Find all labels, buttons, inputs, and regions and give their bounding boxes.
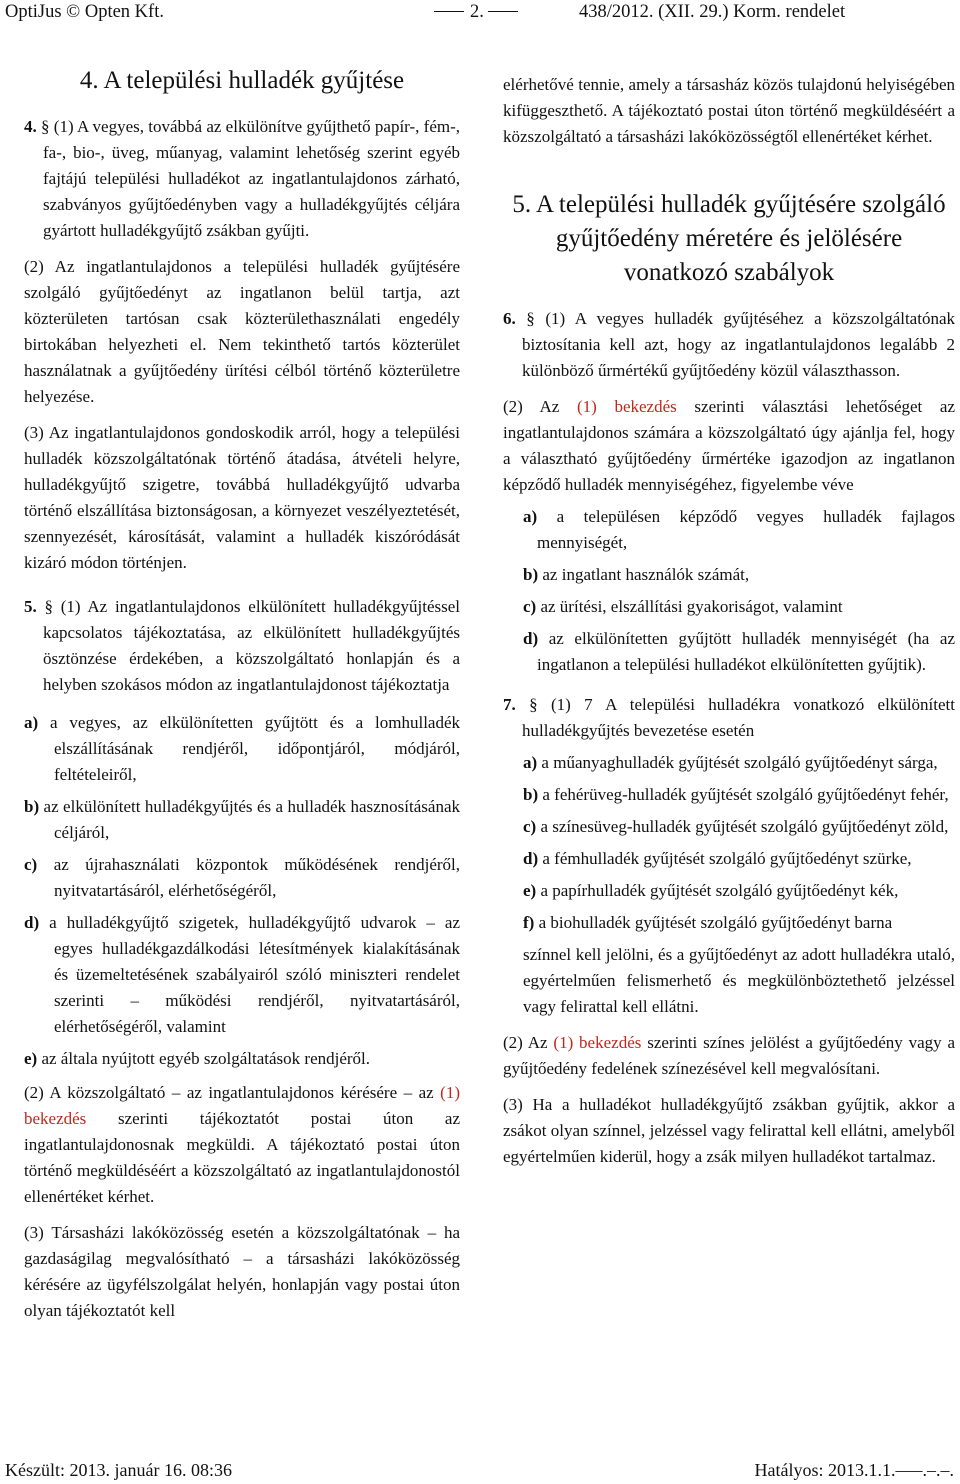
list-item [523,504,955,556]
s6-paragraph-2: (2) Az (1) bekezdés szerinti választási lehetőséget az ingatlantulajdonos számára a közszolgáltató úgy ajánlja fel, hogy a választható gyűjtőedény űrmértéke igazodjon az ingatlanon képződő hulladék mennyiségéhez, figyelembe véve [503,397,955,494]
list-item [523,626,955,678]
s5-paragraph-1: 5. § (1) Az ingatlantulajdonos elkülönített hulladékgyűjtéssel kapcsolatos tájékoztatása, az elkülönített hulladékgyűjtés ösztönzése érdekében, a közszolgáltató honlapján és a helyben szokásos módon az ingatlantulajdonost tájékoztatja [24,597,461,694]
list-item-text: az ingatlant használók számát, [542,565,750,584]
list-item-label: f) [523,913,535,932]
s7-paragraph-3: (3) Ha a hulladékot hulladékgyűjtő zsákban gyűjtik, akkor a zsákot olyan színnel, jelzéssel vagy felirattal kell ellátni, amelyből egyértelműen kiderül, hogy a zsák milyen hulladékot tartalmaz. [503,1095,955,1166]
s6-list [503,504,955,678]
list-item-label: e) [523,881,537,900]
list-item-label: a) [523,753,538,772]
s7-paragraph-1: 7. § (1) 7 A települési hulladékra vonatkozó elkülönített hulladékgyűjtés bevezetése esetén [503,695,955,740]
list-item [523,910,955,936]
list-item-label: d) [24,913,40,932]
list-item-text: az ürítési, elszállítási gyakoriságot, valamint [540,597,843,616]
list-item [523,594,955,620]
list-item-label: b) [523,565,539,584]
list-item-label: e) [24,1049,38,1068]
list-item-label: c) [523,597,537,616]
list-item-text: a fémhulladék gyűjtését szolgáló gyűjtőedényt szürke, [542,849,912,868]
list-item-label: c) [24,855,38,874]
list-item-label: b) [24,797,40,816]
list-item [24,910,460,1040]
list-item [24,1046,460,1072]
dash-left [434,11,464,12]
list-item-text: az elkülönítetten gyűjtött hulladék mennyiségét (ha az ingatlanon a települési hulladékot elkülönítetten gyűjtik). [537,629,955,674]
list-item-text: a településen képződő vegyes hulladék fajlagos mennyiségét, [537,507,955,552]
list-item [523,782,955,808]
section-5-heading: 5. A települési hulladék gyűjtésére szolgáló gyűjtőedény méretére és jelölésére vonatkozó szabályok [512,191,946,286]
footer-created: Készült: 2013. január 16. 08:36 [5,1460,232,1480]
ref-link[interactable]: (1) bekezdés [577,397,677,416]
list-item [24,794,460,846]
dash-right [488,11,518,12]
s4-paragraph-2: (2) Az ingatlantulajdonos a települési hulladék gyűjtésére szolgáló gyűjtőedényt az ingatlanon belül tartja, azt közterületen tartósan csak közterülethasználati engedély birtokában helyezheti el. Nem tekinthető tartós közterület használatnak a gyűjtőedény ürítési célból történő közterületre helyezése. [24,257,461,406]
list-item-text: a hulladékgyűjtő szigetek, hulladékgyűjtő udvarok – az egyes hulladékgazdálkodási létesítmények kialakításának és üzemeltetésének szabályairól szóló miniszteri rendelet szerinti – működési rendjéről, nyitvatartásáról, elérhetőségéről, valamint [49,913,460,1036]
left-column [24,60,460,1334]
list-item-label: c) [523,817,537,836]
s5-continuation: elérhetővé tennie, amely a társasház közös tulajdonú helyiségében kifüggeszthető. A tájékoztató postai úton történő megküldéséért a közszolgáltató a társasházi lakóközösségtől ellenértéket kérhet. [503,75,955,146]
list-item-text: az általa nyújtott egyéb szolgáltatások rendjéről. [41,1049,371,1068]
list-item [523,814,955,840]
list-item [523,562,955,588]
list-item [24,852,460,904]
s4-paragraph-1: 4. § (1) A vegyes, továbbá az elkülönítve gyűjthető papír-, fém-, fa-, bio-, üveg, műanyag, valamint lehetőség szerint egyéb fajtájú települési hulladékot az ingatlantulajdonos zárható, szabványos gyűjtőedényben vagy a hulladékgyűjtés céljára gyártott hulladékgyűjtő zsákban gyűjti. [24,117,461,240]
list-item-text: az újrahasználati központok működésének rendjéről, nyitvatartásáról, elérhetőségéről, [53,855,461,900]
page-number: 2. [470,2,484,22]
list-item [523,878,955,904]
header-decree: 438/2012. (XII. 29.) Korm. rendelet [579,2,846,22]
list-item-label: a) [24,713,39,732]
s7-tail: színnel kell jelölni, és a gyűjtőedényt az adott hulladékra utaló, egyértelműen felismerhető és megkülönböztethető jelzéssel vagy felirattal kell ellátni. [523,945,955,1016]
list-item-text: a színesüveg-hulladék gyűjtését szolgáló gyűjtőedényt zöld, [540,817,949,836]
list-item [523,750,955,776]
list-item-label: d) [523,849,539,868]
ref-link[interactable]: (1) bekezdés [24,1083,460,1128]
list-item-label: a) [523,507,538,526]
list-item-label: b) [523,785,539,804]
s6-paragraph-1: 6. § (1) A vegyes hulladék gyűjtéséhez a közszolgáltatónak biztosítania kell azt, hogy az ingatlantulajdonos legalább 2 különböző űrmértékű gyűjtőedény közül választhasson. [503,309,955,380]
right-column [503,72,955,1180]
s4-paragraph-3: (3) Az ingatlantulajdonos gondoskodik arról, hogy a települési hulladék közszolgáltatónak történő átadása, átvételi helyre, hulladékgyűjtő szigetre, továbbá hulladékgyűjtő udvarba történő elszállítása biztonságosan, a környezet veszélyeztetését, szennyezését, károsítását, valamint a hulladék kiszóródását kizáró módon történjen. [24,423,460,572]
s7-list [503,750,955,936]
s5-paragraph-2: (2) A közszolgáltató – az ingatlantulajdonos kérésére – az (1) bekezdés szerinti tájékoztatót postai úton az ingatlantulajdonosnak megküldi. A tájékoztató postai úton történő megküldéséért a közszolgáltató az ingatlantulajdonostól ellenértéket kérhet. [24,1083,460,1206]
s5-paragraph-3: (3) Társasházi lakóközösség esetén a közszolgáltatónak – ha gazdaságilag megvalósítható – a társasházi lakóközösség kérésére az ügyfélszolgálat helyén, honlapján vagy postai úton olyan tájékoztatót kell [24,1223,460,1320]
list-item-text: a fehérüveg-hulladék gyűjtését szolgáló gyűjtőedényt fehér, [542,785,949,804]
section-4-heading: 4. A települési hulladék gyűjtése [79,67,405,94]
list-item-text: az elkülönített hulladékgyűjtés és a hulladék hasznosításának céljáról, [43,797,460,842]
ref-link[interactable]: (1) bekezdés [553,1033,642,1052]
s7-paragraph-2: (2) Az (1) bekezdés szerinti színes jelölést a gyűjtőedény vagy a gyűjtőedény fedelének színezésével kell megvalósítani. [503,1033,956,1078]
header-page-number [430,2,524,23]
list-item-text: a műanyaghulladék gyűjtését szolgáló gyűjtőedényt sárga, [541,753,938,772]
list-item [24,710,460,788]
list-item-text: a vegyes, az elkülönítetten gyűjtött és a lomhulladék elszállításának rendjéről, időpontjáról, módjáról, feltételeiről, [50,713,461,784]
list-item-label: d) [523,629,539,648]
footer-effective: Hatályos: 2013.1.1.–––.–.–. [754,1460,954,1480]
list-item-text: a papírhulladék gyűjtését szolgáló gyűjtőedényt kék, [540,881,899,900]
s5-list [24,710,460,1072]
header-publisher: OptiJus © Opten Kft. [5,2,164,22]
list-item-text: a biohulladék gyűjtését szolgáló gyűjtőedényt barna [538,913,893,932]
list-item [523,846,955,872]
